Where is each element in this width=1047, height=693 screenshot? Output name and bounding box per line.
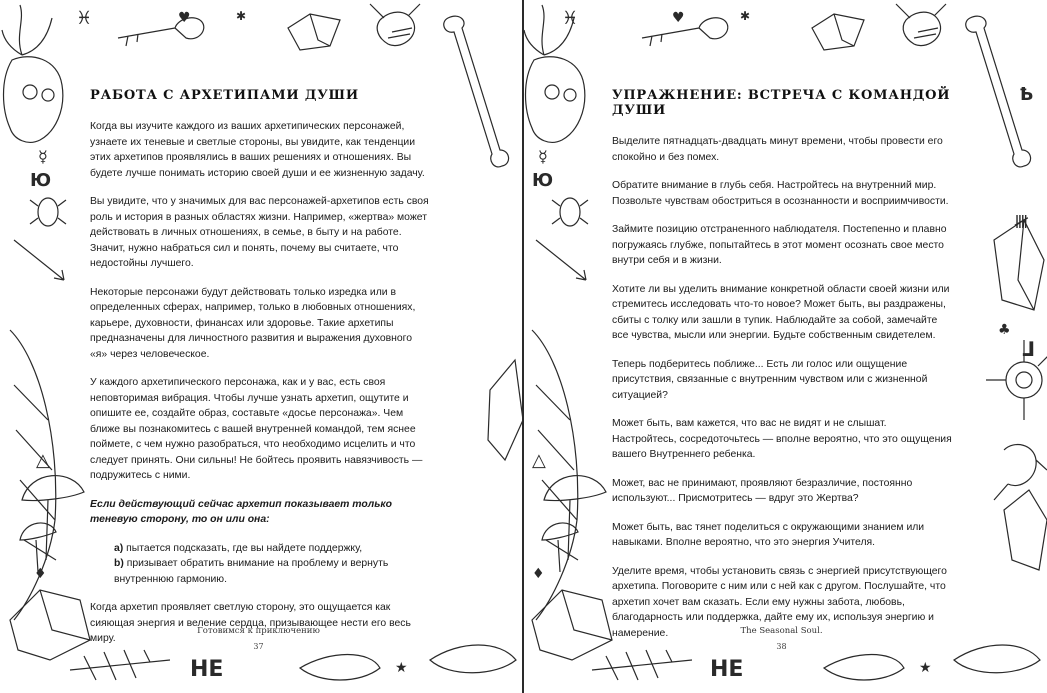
skull-icon <box>4 57 63 143</box>
left-closing-paragraph: Когда архетип проявляет светлую сторону, это ощущается как сияющая энергия и веление сердца, призывающее нести его весь миру. <box>90 602 411 644</box>
key-icon <box>642 18 728 46</box>
beetle-icon <box>560 198 580 226</box>
list-text: призывает обратить внимание на проблему и вернуть внутреннюю гармонию. <box>114 558 389 585</box>
right-paragraph-9: Уделите время, чтобы установить связь с энергией присутствующего архетипа. Поговорите с ним или с ней как с другом. Послушайте, что архетип хочет вам сказать. Если ему нужны забота, любовь, благодарность или поддержка, дайте ему их, используя энергию и намерение. <box>612 565 947 639</box>
right-paragraph-4: Хотите ли вы уделить внимание конкретной области своей жизни или стремитесь исследовать что-то новое? Может быть, вы раздражены, сбиты с толку или зашли в тупик. Наблюдайте за собой, замечайте все чувства, мысли или энергии. Будьте собственным свидетелем. <box>612 283 950 341</box>
rune-he-icon: НЕ <box>190 657 224 682</box>
crystal-icon <box>812 14 864 50</box>
diamond-icon: ♦ <box>532 566 545 582</box>
beetle-icon <box>38 198 58 226</box>
triangle-symbol-icon: △ <box>532 450 546 471</box>
bee-icon <box>896 4 946 46</box>
fern-icon <box>592 650 692 680</box>
feather-icon <box>10 330 56 620</box>
crystal-icon <box>288 14 340 50</box>
list-item <box>114 541 430 557</box>
rune-he-icon: НЕ <box>710 657 744 682</box>
right-paragraph-1: Выделите пятнадцать-двадцать минут времени, чтобы провести его спокойно и без помех. <box>612 136 943 163</box>
club-icon: ♣ <box>998 322 1011 338</box>
right-paragraph-6: Может быть, вам кажется, что вас не видят и не слышат. Настройтесь, сосредоточьтесь — вполне вероятно, что это ощущения вашего Внутреннего ребенка. <box>612 418 952 460</box>
crystal-right-bottom-icon <box>1004 490 1047 570</box>
right-paragraph-7: Может, вас не принимают, проявляют безразличие, постоянно используют... Присмотритесь — вдруг это Жертва? <box>612 477 913 504</box>
star-icon: ★ <box>919 660 932 676</box>
triangle-symbol-icon: △ <box>36 450 50 471</box>
left-paragraph-3: Некоторые персонажи будут действовать только изредка или в определенных сферах, например, только в любовных отношениях, карьере, духовности, финансах или здоровье. Такие архетипы предназначены для личностного развития и выражения духовного «я» через человеческое. <box>90 286 416 360</box>
crystal-right-icon <box>488 360 523 460</box>
left-page-footer: Готовимся к приключению <box>197 626 320 636</box>
right-page <box>524 0 1047 693</box>
right-paragraph-2: Обратите внимание в глубь себя. Настройтесь на внутренний мир. Позвольте чувствам обостриться в осознанности и восприимчивости. <box>612 180 949 207</box>
right-paragraph-8: Может быть, вас тянет поделиться с окружающими знанием или навыками. Вполне вероятно, что это энергия Учителя. <box>612 521 925 548</box>
skull-icon <box>526 57 585 143</box>
list-marker: а) <box>114 542 124 554</box>
rune-bracket-icon: ⅃ <box>1022 337 1035 361</box>
right-paragraph-5: Теперь подберитесь поближе... Есть ли голос или ощущение присутствия, связанные с внутренним чувством или с жизненной ситуацией? <box>612 358 928 401</box>
leaf-icon <box>824 655 904 681</box>
key-icon <box>118 18 204 46</box>
left-paragraph-4: У каждого архетипического персонажа, как и у вас, есть своя неповторимая вибрация. Чтобы лучше узнать архетип, ощутите и опишите ее, создайте образ, составьте «досье персонажа». Чем ближе вы познакомитесь с вашей внутренней командой, тем яснее поймете, с чем нужно разобраться, что необходимо исцелить и что следует принять. Они сильны! Не бойтесь проявить навязчивость — подружитесь с ними. <box>90 377 423 481</box>
left-page <box>0 0 523 693</box>
right-paragraph-3: Займите позицию отстраненного наблюдателя. Постепенно и плавно погружаясь глубже, попытайтесь в этот момент осознать свое место внутри себя и в жизни. <box>612 224 947 266</box>
arrow-icon <box>14 240 64 280</box>
right-page-title: УПРАЖНЕНИЕ: ВСТРЕЧА С КОМАНДОЙ ДУШИ <box>612 88 951 118</box>
pisces-symbol-icon: ♓ <box>76 8 93 29</box>
bone-icon <box>444 16 509 167</box>
diamond-icon: ♦ <box>34 566 47 582</box>
left-page-number: 37 <box>253 642 264 651</box>
star-burst-icon: ✱ <box>236 9 247 23</box>
list-text: пытается подсказать, где вы найдете поддержку, <box>123 542 363 554</box>
right-page-number: 38 <box>776 642 787 651</box>
left-page-content <box>90 88 430 660</box>
left-paragraph-1: Когда вы изучите каждого из ваших архетипических персонажей, узнаете их теневые и светлые стороны, вы увидите, как тенденции этих архетипов проявлялись в ваших решениях и отношениях. Вы будете лучше понимать историю своей души и ее жизненную задачу. <box>90 121 425 179</box>
pisces-symbol-icon: ♓ <box>562 8 579 29</box>
star-burst-icon: ✱ <box>740 9 751 23</box>
right-page-content <box>612 88 952 654</box>
list-item <box>114 556 430 587</box>
right-page-footer: The Seasonal Soul. <box>740 626 823 636</box>
star-icon: ★ <box>395 660 408 676</box>
crystal-right-icon <box>994 220 1044 310</box>
rune-yu-icon: Ю <box>30 170 52 191</box>
arrow-icon <box>536 240 586 280</box>
left-paragraph-2: Вы увидите, что у значимых для вас персонажей-архетипов есть своя роль и история в разных областях жизни. Например, «жертва» может действовать в личных отношениях, в семье, в быту и на работе. Значит, нужно набраться сил и понять, почему вы считаете, что недостойны лучшего. <box>90 196 429 269</box>
rune-yu-icon: Ю <box>532 170 554 191</box>
scorpion-icon <box>994 445 1047 500</box>
tally-marks-icon: 𝍸 <box>1014 212 1029 233</box>
heart-icon: ♥ <box>178 10 191 26</box>
antler-icon <box>2 5 52 55</box>
flower-icon <box>1006 362 1042 398</box>
list-marker: b) <box>114 558 124 569</box>
mercury-symbol-icon: ☿ <box>38 147 48 166</box>
left-emphasis-paragraph: Если действующий сейчас архетип показывает только теневую сторону, то он или она: <box>90 498 392 525</box>
shadow-side-list <box>90 541 430 588</box>
mercury-symbol-icon: ☿ <box>538 147 548 166</box>
heart-icon: ♥ <box>672 10 685 26</box>
left-page-title: РАБОТА С АРХЕТИПАМИ ДУШИ <box>90 88 359 103</box>
rune-symbol-icon: Ҍ <box>1020 84 1034 105</box>
bee-icon <box>370 4 420 46</box>
